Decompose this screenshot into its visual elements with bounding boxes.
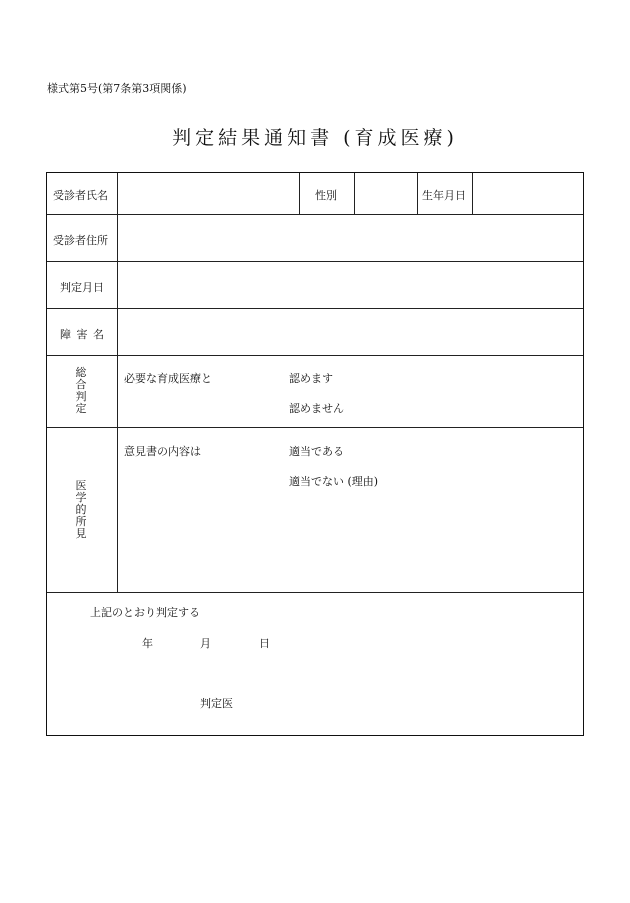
form-reference: 様式第5号(第7条第3項関係) — [47, 82, 187, 95]
row-divider — [47, 214, 583, 215]
address-label: 受診者住所 — [53, 234, 108, 247]
medical-findings-text: 意見書の内容は — [124, 445, 201, 458]
overall-judgment-text: 必要な育成医療と — [124, 372, 212, 385]
row-divider — [47, 427, 583, 428]
column-divider — [299, 173, 300, 214]
judgment-form — [46, 172, 584, 736]
address-field[interactable] — [123, 232, 573, 248]
row-divider — [47, 261, 583, 262]
footer-statement: 上記のとおり判定する — [90, 606, 200, 619]
overall-option-approve[interactable]: 認めます — [289, 372, 333, 385]
name-field[interactable] — [123, 187, 293, 203]
page-title: 判定結果通知書 (育成医療) — [172, 127, 458, 149]
medical-option-appropriate[interactable]: 適当である — [289, 445, 344, 458]
judgment-date-field[interactable] — [123, 279, 573, 295]
footer-year: 年 — [142, 637, 153, 650]
label-column-divider — [117, 173, 118, 592]
birthdate-label: 生年月日 — [422, 189, 466, 202]
row-divider — [47, 308, 583, 309]
medical-findings-label: 医学的所見 — [75, 479, 87, 540]
overall-option-deny[interactable]: 認めません — [289, 402, 344, 415]
column-divider — [472, 173, 473, 214]
birthdate-field[interactable] — [477, 187, 577, 203]
sex-field[interactable] — [359, 187, 411, 203]
row-divider — [47, 355, 583, 356]
overall-judgment-label: 総合判定 — [75, 366, 87, 415]
disability-field[interactable] — [123, 326, 573, 342]
medical-option-inappropriate[interactable]: 適当でない (理由) — [289, 475, 379, 488]
judgment-date-label: 判定月日 — [60, 281, 104, 294]
column-divider — [417, 173, 418, 214]
disability-label: 障 害 名 — [60, 328, 105, 341]
name-label: 受診者氏名 — [53, 189, 108, 202]
column-divider — [354, 173, 355, 214]
footer-day: 日 — [259, 637, 270, 650]
footer-doctor-label: 判定医 — [200, 697, 233, 710]
sex-label: 性別 — [315, 189, 337, 202]
footer-month: 月 — [200, 637, 211, 650]
row-divider — [47, 592, 583, 593]
